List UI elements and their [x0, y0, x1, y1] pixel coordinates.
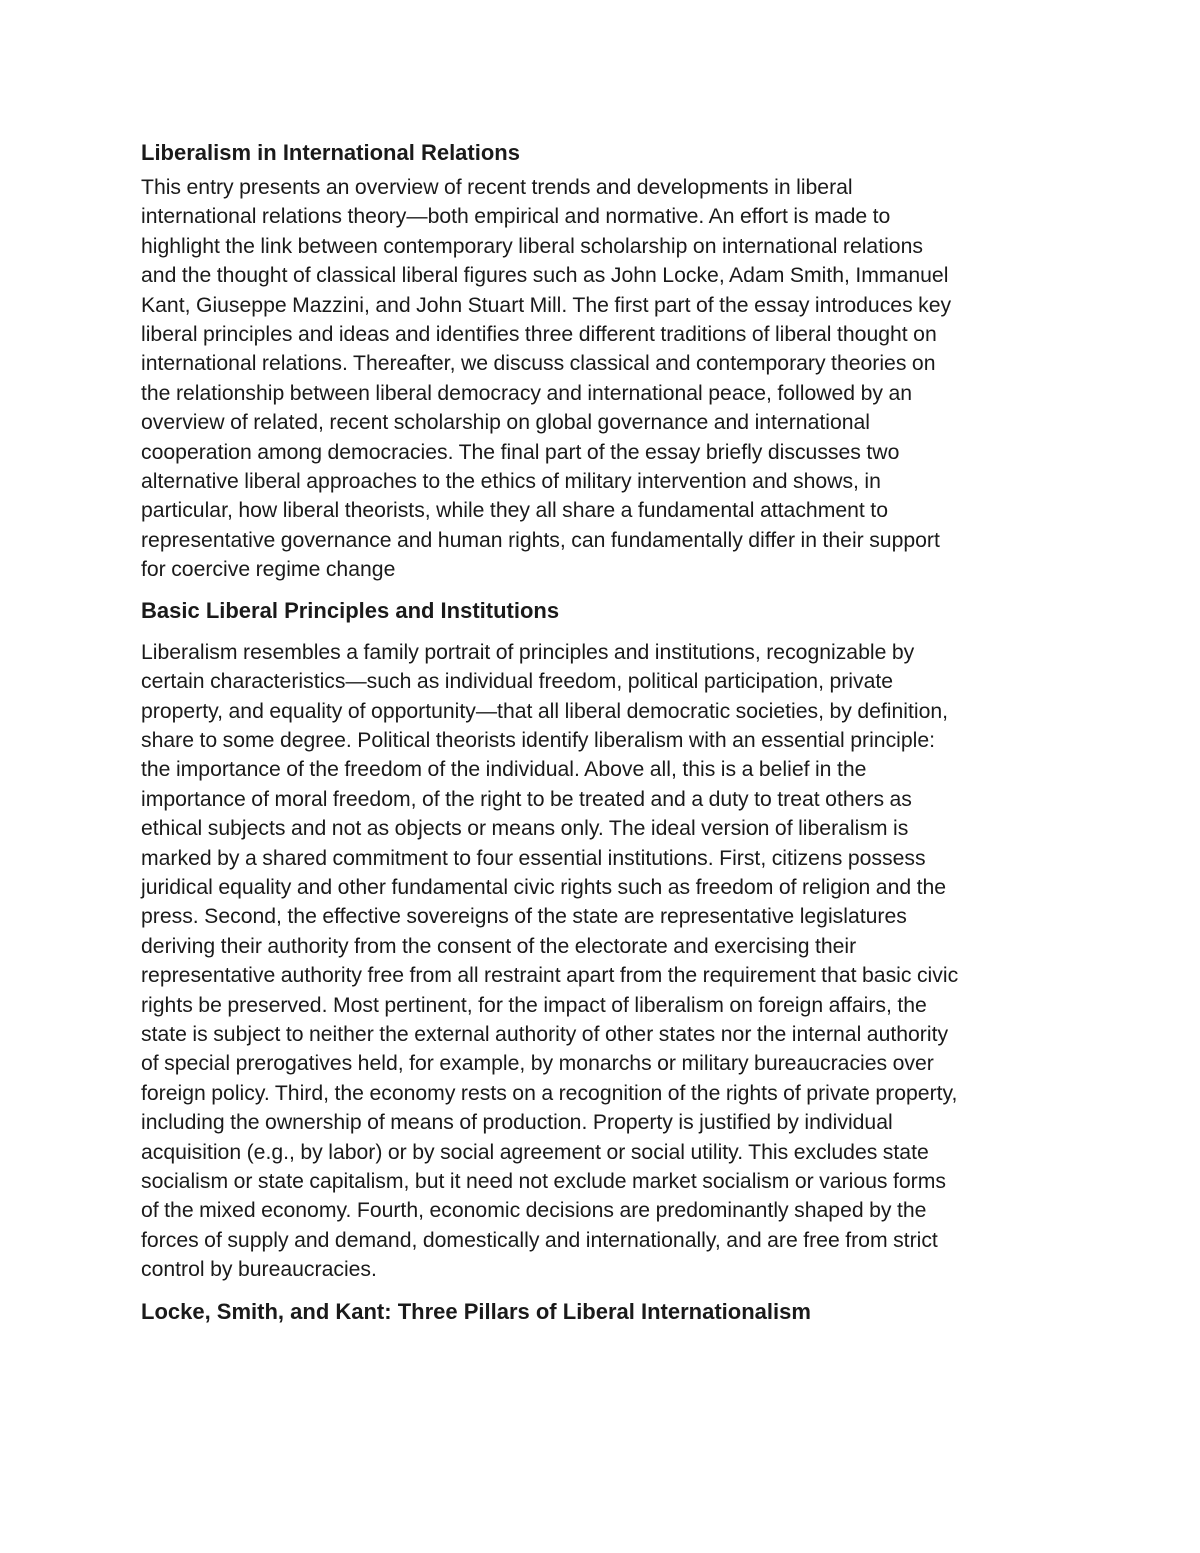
overview-paragraph: [141, 173, 1059, 585]
paragraph-line: liberal principles and ideas and identifies three different traditions of liberal thought on: [141, 323, 937, 347]
paragraph-line: Liberalism resembles a family portrait of principles and institutions, recognizable by: [141, 640, 915, 664]
paragraph-line: international relations. Thereafter, we discuss classical and contemporary theories on: [141, 352, 936, 376]
paragraph-line: marked by a shared commitment to four essential institutions. First, citizens possess: [141, 846, 926, 870]
paragraph-line: of special prerogatives held, for example, by monarchs or military bureaucracies over: [141, 1052, 934, 1076]
paragraph-line: cooperation among democracies. The final part of the essay briefly discusses two: [141, 440, 900, 464]
paragraph-line: This entry presents an overview of recent trends and developments in liberal: [141, 176, 853, 199]
paragraph-line: overview of related, recent scholarship on global governance and international: [141, 411, 871, 435]
paragraph-line: including the ownership of means of production. Property is justified by individual: [141, 1111, 893, 1135]
paragraph-line: acquisition (e.g., by labor) or by social agreement or social utility. This excludes state: [141, 1140, 929, 1164]
paragraph-line: state is subject to neither the external authority of other states nor the internal authority: [141, 1022, 949, 1046]
paragraph-line: deriving their authority from the consent of the electorate and exercising their: [141, 934, 857, 958]
paragraph-line: socialism or state capitalism, but it need not exclude market socialism or various forms: [141, 1170, 946, 1193]
paragraph-line: share to some degree. Political theorists identify liberalism with an essential principle:: [141, 728, 936, 752]
section-heading-three-pillars: Locke, Smith, and Kant: Three Pillars of Liberal Internationalism: [141, 1298, 811, 1324]
paragraph-line: certain characteristics—such as individual freedom, political participation, private: [141, 670, 894, 694]
paragraph-line: the relationship between liberal democracy and international peace, followed by an: [141, 381, 913, 405]
paragraph-line: of the mixed economy. Fourth, economic decisions are predominantly shaped by the: [141, 1199, 927, 1223]
paragraph-line: particular, how liberal theorists, while they all share a fundamental attachment to: [141, 499, 888, 523]
paragraph-line: press. Second, the effective sovereigns of the state are representative legislatures: [141, 905, 907, 929]
paragraph-line: for coercive regime change: [141, 558, 396, 582]
paragraph-line: juridical equality and other fundamental civic rights such as freedom of religion and the: [141, 875, 947, 899]
paragraph-line: representative governance and human rights, can fundamentally differ in their support: [141, 528, 940, 552]
paragraph-line: Kant, Giuseppe Mazzini, and John Stuart Mill. The first part of the essay introduces key: [141, 293, 952, 317]
paragraph-line: the importance of the freedom of the individual. Above all, this is a belief in the: [141, 758, 867, 782]
paragraph-line: rights be preserved. Most pertinent, for the impact of liberalism on foreign affairs, the: [141, 993, 927, 1017]
section-heading-liberalism-in-ir: Liberalism in International Relations: [141, 140, 520, 165]
section-heading-basic-principles: Basic Liberal Principles and Institutions: [141, 597, 560, 623]
paragraph-line: forces of supply and demand, domestically and internationally, and are free from strict: [141, 1228, 938, 1252]
paragraph-line: international relations theory—both empirical and normative. An effort is made to: [141, 205, 891, 229]
paragraph-line: and the thought of classical liberal figures such as John Locke, Adam Smith, Immanuel: [141, 264, 949, 288]
paragraph-line: importance of moral freedom, of the right to be treated and a duty to treat others as: [141, 787, 912, 811]
paragraph-line: representative authority free from all restraint apart from the requirement that basic civic: [141, 964, 959, 988]
paragraph-line: ethical subjects and not as objects or means only. The ideal version of liberalism is: [141, 817, 909, 841]
paragraph-line: highlight the link between contemporary liberal scholarship on international relations: [141, 234, 923, 258]
paragraph-line: alternative liberal approaches to the ethics of military intervention and shows, in: [141, 470, 881, 494]
basic-principles-paragraph: [141, 638, 1059, 1285]
document-body: [141, 138, 1059, 1326]
paragraph-line: property, and equality of opportunity—that all liberal democratic societies, by definition,: [141, 699, 949, 723]
paragraph-line: foreign policy. Third, the economy rests on a recognition of the rights of private property,: [141, 1081, 958, 1105]
paragraph-line: control by bureaucracies.: [141, 1258, 377, 1282]
